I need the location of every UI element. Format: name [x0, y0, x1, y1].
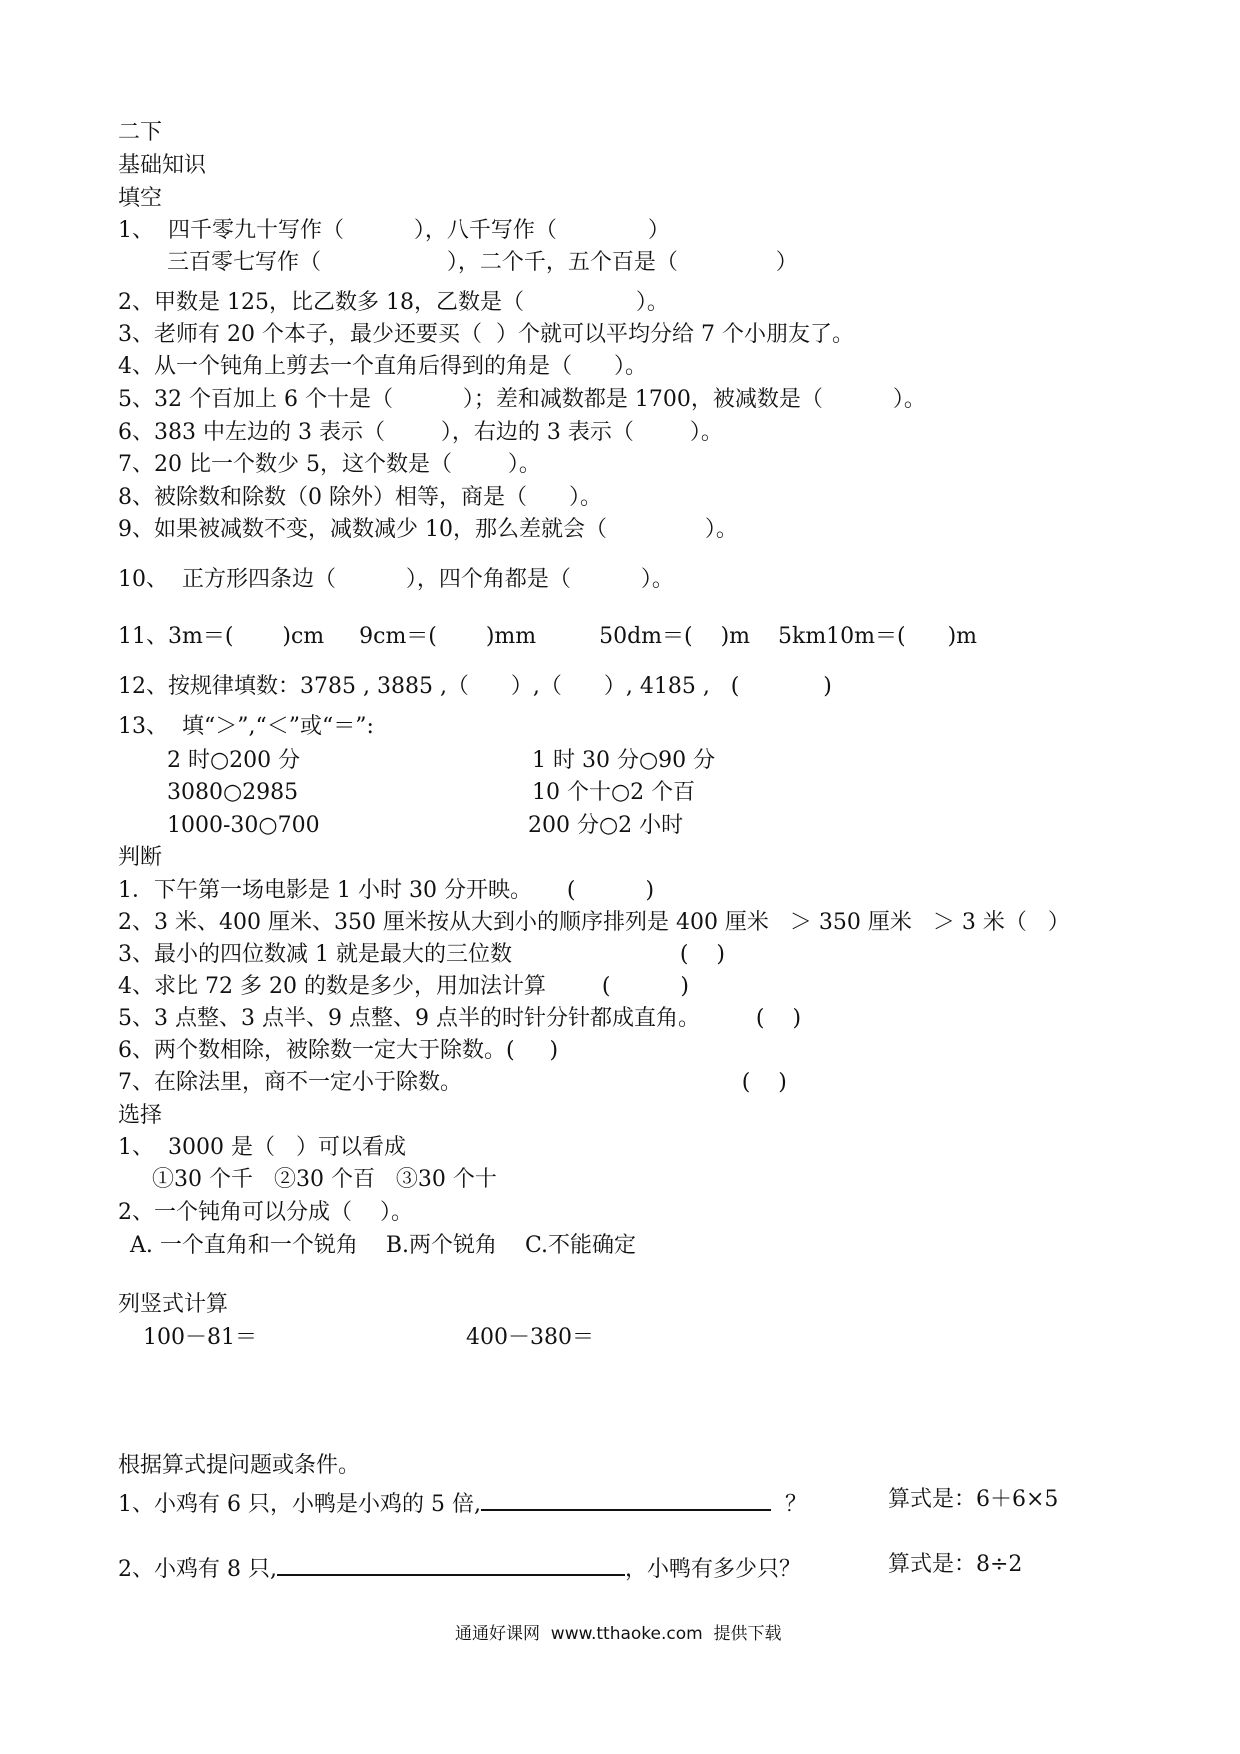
judge-item: 3、最小的四位数减 1 就是最大的三位数 ( ): [118, 942, 725, 967]
compare-item: 1000-30○700: [167, 813, 320, 838]
question-1-formula: 算式是：6＋6×5: [888, 1487, 1059, 1512]
fill-q10: 10、 正方形四条边（ ），四个角都是（ ）。: [118, 567, 674, 592]
fill-q12: 12、按规律填数：3785 , 3885 ,（ ）,（ ）, 4185 , ( ): [118, 674, 832, 699]
compare-item: 1 时 30 分○90 分: [532, 748, 716, 773]
section-title: 基础知识: [118, 153, 207, 178]
answer-line[interactable]: [481, 1487, 771, 1511]
question-1: [118, 1487, 807, 1518]
compare-item: 10 个十○2 个百: [532, 780, 696, 805]
choose-q1-options: ①30 个千 ②30 个百 ③30 个十: [152, 1167, 497, 1192]
fill-q13: 13、 填“＞”,“＜”或“＝”:: [118, 714, 374, 739]
fill-q4: 4、从一个钝角上剪去一个直角后得到的角是（ ）。: [118, 354, 647, 379]
judge-item: 4、求比 72 多 20 的数是多少，用加法计算 ( ): [118, 974, 690, 999]
question-2: [118, 1552, 801, 1583]
choose-q2-options: A. 一个直角和一个锐角 B.两个锐角 C.不能确定: [130, 1233, 637, 1258]
question-1-text: 1、小鸡有 6 只，小鸭是小鸡的 5 倍,: [118, 1492, 481, 1517]
question-2-text-end: ，小鸭有多少只？: [624, 1557, 801, 1582]
fill-q11: 11、3m＝( )cm 9cm＝( )mm 50dm＝( )m 5km10m＝( )m: [118, 624, 978, 649]
choose-q2: 2、一个钝角可以分成（ ）。: [118, 1200, 413, 1225]
fill-q1-line1: 1、 四千零九十写作（ ），八千写作（ ）: [118, 218, 670, 243]
fill-q1-line2: 三百零七写作（ ），二个千，五个百是（ ）: [167, 250, 798, 275]
compare-item: 3080○2985: [167, 780, 299, 805]
judge-item: 5、3 点整、3 点半、9 点整、9 点半的时针分针都成直角。 ( ): [118, 1006, 802, 1031]
judge-heading: 判断: [118, 845, 163, 870]
choose-q1: 1、 3000 是（ ）可以看成: [118, 1135, 406, 1160]
fill-q3: 3、老师有 20 个本子，最少还要买（ ）个就可以平均分给 7 个小朋友了。: [118, 322, 854, 347]
fill-q7: 7、20 比一个数少 5，这个数是（ ）。: [118, 452, 541, 477]
fill-heading: 填空: [118, 186, 163, 211]
question-2-formula: 算式是：8÷2: [888, 1552, 1023, 1577]
question-2-text: 2、小鸡有 8 只,: [118, 1557, 277, 1582]
compare-item: 2 时○200 分: [167, 748, 301, 773]
vertical-heading: 列竖式计算: [118, 1292, 229, 1317]
judge-item: 2、3 米、400 厘米、350 厘米按从大到小的顺序排列是 400 厘米 ＞ 350 厘米 ＞ 3 米（ ）: [118, 910, 1070, 935]
compare-item: 200 分○2 小时: [528, 813, 684, 838]
fill-q8: 8、被除数和除数（0 除外）相等，商是（ ）。: [118, 485, 602, 510]
grade-label: 二下: [118, 120, 163, 145]
answer-line[interactable]: [277, 1552, 625, 1576]
vertical-expression: 100－81＝: [143, 1325, 257, 1350]
fill-q9: 9、如果被减数不变，减数减少 10，那么差就会（ ）。: [118, 517, 738, 542]
fill-q6: 6、383 中左边的 3 表示（ ），右边的 3 表示（ ）。: [118, 420, 723, 445]
judge-item: 7、在除法里，商不一定小于除数。 ( ): [118, 1070, 787, 1095]
judge-item: 1．下午第一场电影是 1 小时 30 分开映。 ( ): [118, 878, 655, 903]
fill-q5: 5、32 个百加上 6 个十是（ ）；差和减数都是 1700，被减数是（ ）。: [118, 387, 926, 412]
footer-text: 通通好课网 www.tthaoke.com 提供下载: [455, 1624, 782, 1644]
fill-q2: 2、甲数是 125，比乙数多 18，乙数是（ ）。: [118, 290, 669, 315]
judge-item: 6、两个数相除，被除数一定大于除数。( ): [118, 1038, 559, 1063]
vertical-expression: 400－380＝: [466, 1325, 594, 1350]
question-heading: 根据算式提问题或条件。: [118, 1453, 361, 1478]
question-1-mark: ？: [784, 1492, 807, 1517]
choose-heading: 选择: [118, 1103, 163, 1128]
